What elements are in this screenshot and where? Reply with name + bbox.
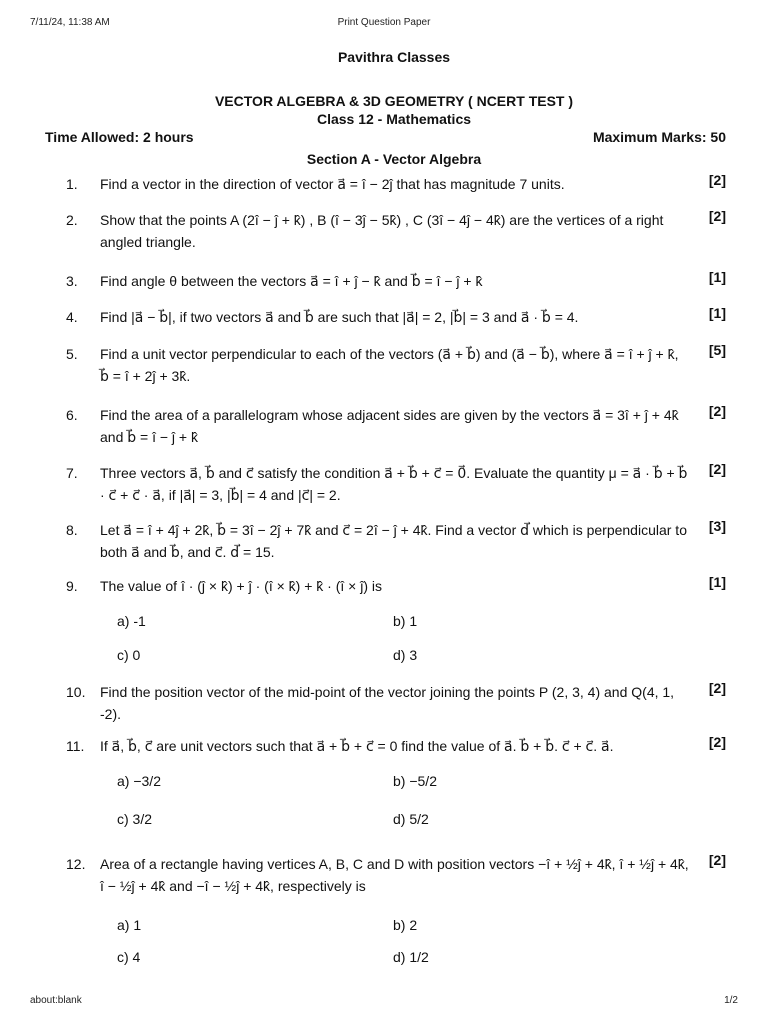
question-text: Find angle θ between the vectors a⃗ = î + ĵ − k̂ and b⃗ = î − ĵ + k̂: [100, 273, 483, 289]
question-text: If a⃗, b⃗, c⃗ are unit vectors such that a⃗ + b⃗ + c⃗ = 0 find the value of a⃗. b⃗ + b⃗. c⃗ + c⃗. a⃗.: [100, 738, 614, 754]
option-b: b) 2: [393, 917, 418, 933]
print-page-number: 1/2: [724, 995, 738, 1006]
option-a: a) −3/2: [117, 773, 161, 789]
question-number: 8.: [66, 522, 78, 538]
question-number: 2.: [66, 212, 78, 228]
print-title: Print Question Paper: [337, 17, 431, 28]
class-line: Class 12 - Mathematics: [316, 111, 472, 127]
question-marks: [2]: [708, 461, 726, 477]
institute-name: Pavithra Classes: [337, 49, 451, 65]
question-marks: [2]: [708, 680, 726, 696]
question-marks: [1]: [708, 269, 726, 285]
question-text: Find the position vector of the mid-point of the vector joining the points P (2, 3, 4) and Q(4, 1, -2).: [100, 684, 675, 722]
question-marks: [2]: [708, 403, 726, 419]
option-c: c) 3/2: [117, 811, 153, 827]
question-number: 6.: [66, 407, 78, 423]
question-marks: [1]: [708, 574, 726, 590]
option-d: d) 3: [393, 647, 418, 663]
question-text: The value of î · (ĵ × k̂) + ĵ · (î × k̂) + k̂ · (î × ĵ) is: [100, 578, 383, 594]
print-url: about:blank: [30, 995, 82, 1006]
question-number: 5.: [66, 346, 78, 362]
option-b: b) −5/2: [393, 773, 437, 789]
question-number: 11.: [66, 738, 85, 754]
question-number: 12.: [66, 856, 86, 872]
test-title: VECTOR ALGEBRA & 3D GEOMETRY ( NCERT TEST ): [214, 93, 574, 109]
question-marks: [3]: [708, 518, 726, 534]
maximum-marks: Maximum Marks: 50: [592, 129, 726, 145]
option-a: a) 1: [117, 917, 142, 933]
question-number: 4.: [66, 309, 78, 325]
question-marks: [2]: [708, 172, 726, 188]
question-text: Let a⃗ = î + 4ĵ + 2k̂, b⃗ = 3î − 2ĵ + 7k̂ and c⃗ = 2î − ĵ + 4k̂. Find a vector d⃗ which is perpendicular to both a⃗ and b⃗, and c⃗. d⃗ = 15.: [100, 522, 687, 560]
print-datetime: 7/11/24, 11:38 AM: [30, 17, 110, 28]
option-d: d) 1/2: [393, 949, 429, 965]
section-heading: Section A - Vector Algebra: [306, 151, 482, 167]
option-d: d) 5/2: [393, 811, 429, 827]
question-number: 3.: [66, 273, 78, 289]
question-marks: [2]: [708, 208, 726, 224]
question-text: Show that the points A (2î − ĵ + k̂) , B (î − 3ĵ − 5k̂) , C (3î − 4ĵ − 4k̂) are the vertices of a right angled triangle.: [100, 212, 664, 250]
question-number: 7.: [66, 465, 78, 481]
question-text: Area of a rectangle having vertices A, B, C and D with position vectors −î + ½ĵ + 4k̂, î + ½ĵ + 4k̂, î − ½ĵ + 4k̂ and −î − ½ĵ + 4k̂, respectively is: [100, 856, 689, 894]
question-text: Find the area of a parallelogram whose adjacent sides are given by the vectors a⃗ = 3î + ĵ + 4k̂ and b⃗ = î − ĵ + k̂: [100, 407, 679, 445]
question-marks: [5]: [708, 342, 726, 358]
question-text: Find a unit vector perpendicular to each of the vectors (a⃗ + b⃗) and (a⃗ − b⃗), where a⃗ = î + ĵ + k̂, b⃗ = î + 2ĵ + 3k̂.: [100, 346, 679, 384]
question-number: 9.: [66, 578, 78, 594]
time-allowed: Time Allowed: 2 hours: [45, 129, 194, 145]
option-c: c) 4: [117, 949, 141, 965]
option-b: b) 1: [393, 613, 418, 629]
question-marks: [1]: [708, 305, 726, 321]
question-number: 10.: [66, 684, 86, 700]
option-a: a) -1: [117, 613, 146, 629]
question-text: Three vectors a⃗, b⃗ and c⃗ satisfy the condition a⃗ + b⃗ + c⃗ = 0⃗. Evaluate the quantity μ = a⃗ · b⃗ + b⃗ · c⃗ + c⃗ · a⃗, if |a⃗| = 3, |b⃗| = 4 and |c⃗| = 2.: [100, 465, 688, 503]
option-c: c) 0: [117, 647, 141, 663]
question-marks: [2]: [708, 852, 726, 868]
question-text: Find |a⃗ − b⃗|, if two vectors a⃗ and b⃗ are such that |a⃗| = 2, |b⃗| = 3 and a⃗ · b⃗ = 4.: [100, 309, 579, 325]
question-number: 1.: [66, 176, 78, 192]
question-marks: [2]: [708, 734, 726, 750]
question-text: Find a vector in the direction of vector a⃗ = î − 2ĵ that has magnitude 7 units.: [100, 176, 565, 192]
